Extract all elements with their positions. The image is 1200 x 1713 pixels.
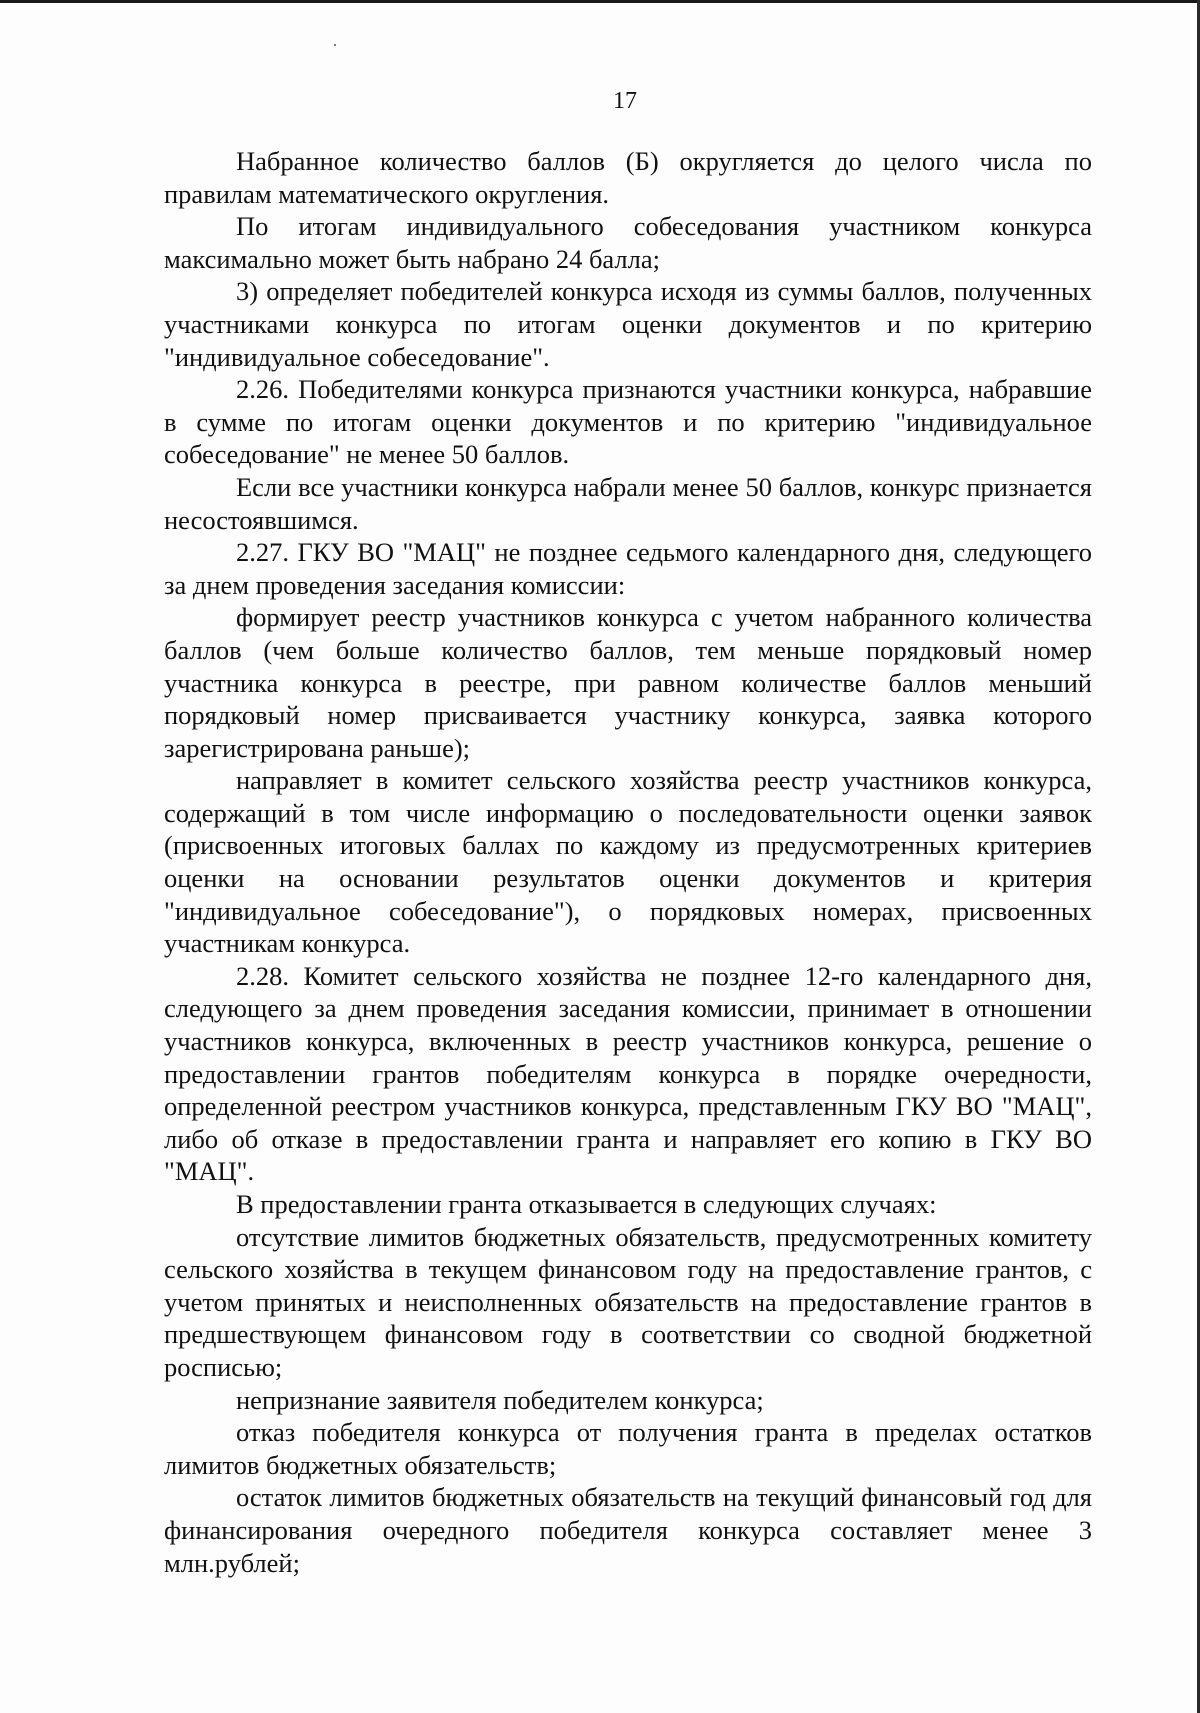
scan-edge-top <box>0 0 1200 3</box>
paragraph: остаток лимитов бюджетных обязательств на текущий финансовый год для финансирования очередного победителя конкурса составляет менее 3 млн.рублей; <box>164 1482 1092 1578</box>
paragraph: 2.28. Комитет сельского хозяйства не позднее 12-го календарного дня, следующего за днем проведения заседания комиссии, принимает в отношении участников конкурса, включенных в реестр участников конкурса, решение о предоставлении грантов победителям конкурса в порядке очередности, определенной реестром участников конкурса, представленным ГКУ ВО "МАЦ", либо об отказе в предоставлении гранта и направляет его копию в ГКУ ВО "МАЦ". <box>164 960 1092 1187</box>
document-body <box>164 145 1092 1579</box>
paragraph: По итогам индивидуального собеседования участником конкурса максимально может быть набрано 24 балла; <box>164 211 1092 274</box>
paragraph: отказ победителя конкурса от получения гранта в пределах остатков лимитов бюджетных обязательств; <box>164 1417 1092 1480</box>
paragraph: 2.27. ГКУ ВО "МАЦ" не позднее седьмого календарного дня, следующего за днем проведения заседания комиссии: <box>164 537 1092 600</box>
paragraph: В предоставлении гранта отказывается в следующих случаях: <box>236 1189 937 1219</box>
paragraph: направляет в комитет сельского хозяйства реестр участников конкурса, содержащий в том числе информацию о последовательности оценки заявок (присвоенных итоговых баллах по каждому из предусмотренных критериев оценки на основании результатов оценки документов и критерия "индивидуальное собеседование"), о порядковых номерах, присвоенных участникам конкурса. <box>164 765 1092 959</box>
paragraph: Если все участники конкурса набрали менее 50 баллов, конкурс признается несостоявшимся. <box>164 471 1092 535</box>
scan-speck <box>334 44 336 46</box>
paragraph: 2.26. Победителями конкурса признаются участники конкурса, набравшие в сумме по итогам оценки документов и по критерию "индивидуальное собеседование" не менее 50 баллов. <box>164 374 1092 470</box>
paragraph: формирует реестр участников конкурса с учетом набранного количества баллов (чем больше количество баллов, тем меньше порядковый номер участника конкурса в реестре, при равном количестве баллов меньший порядковый номер присваивается участнику конкурса, заявка которого зарегистрирована раньше); <box>164 602 1092 763</box>
paragraph: 3) определяет победителей конкурса исходя из суммы баллов, полученных участниками конкурса по итогам оценки документов и по критерию "индивидуальное собеседование". <box>164 276 1092 372</box>
paragraph: непризнание заявителя победителем конкурса; <box>236 1384 764 1415</box>
paragraph: Набранное количество баллов (Б) округляется до целого числа по правилам математического округления. <box>164 146 1092 209</box>
paragraph: отсутствие лимитов бюджетных обязательств, предусмотренных комитету сельского хозяйства в текущем финансовом году на предоставление грантов, с учетом принятых и неисполненных обязательств на предоставление грантов в предшествующем финансовом году в соответствии со сводной бюджетной росписью; <box>164 1221 1092 1382</box>
page-number: 17 <box>613 88 637 114</box>
